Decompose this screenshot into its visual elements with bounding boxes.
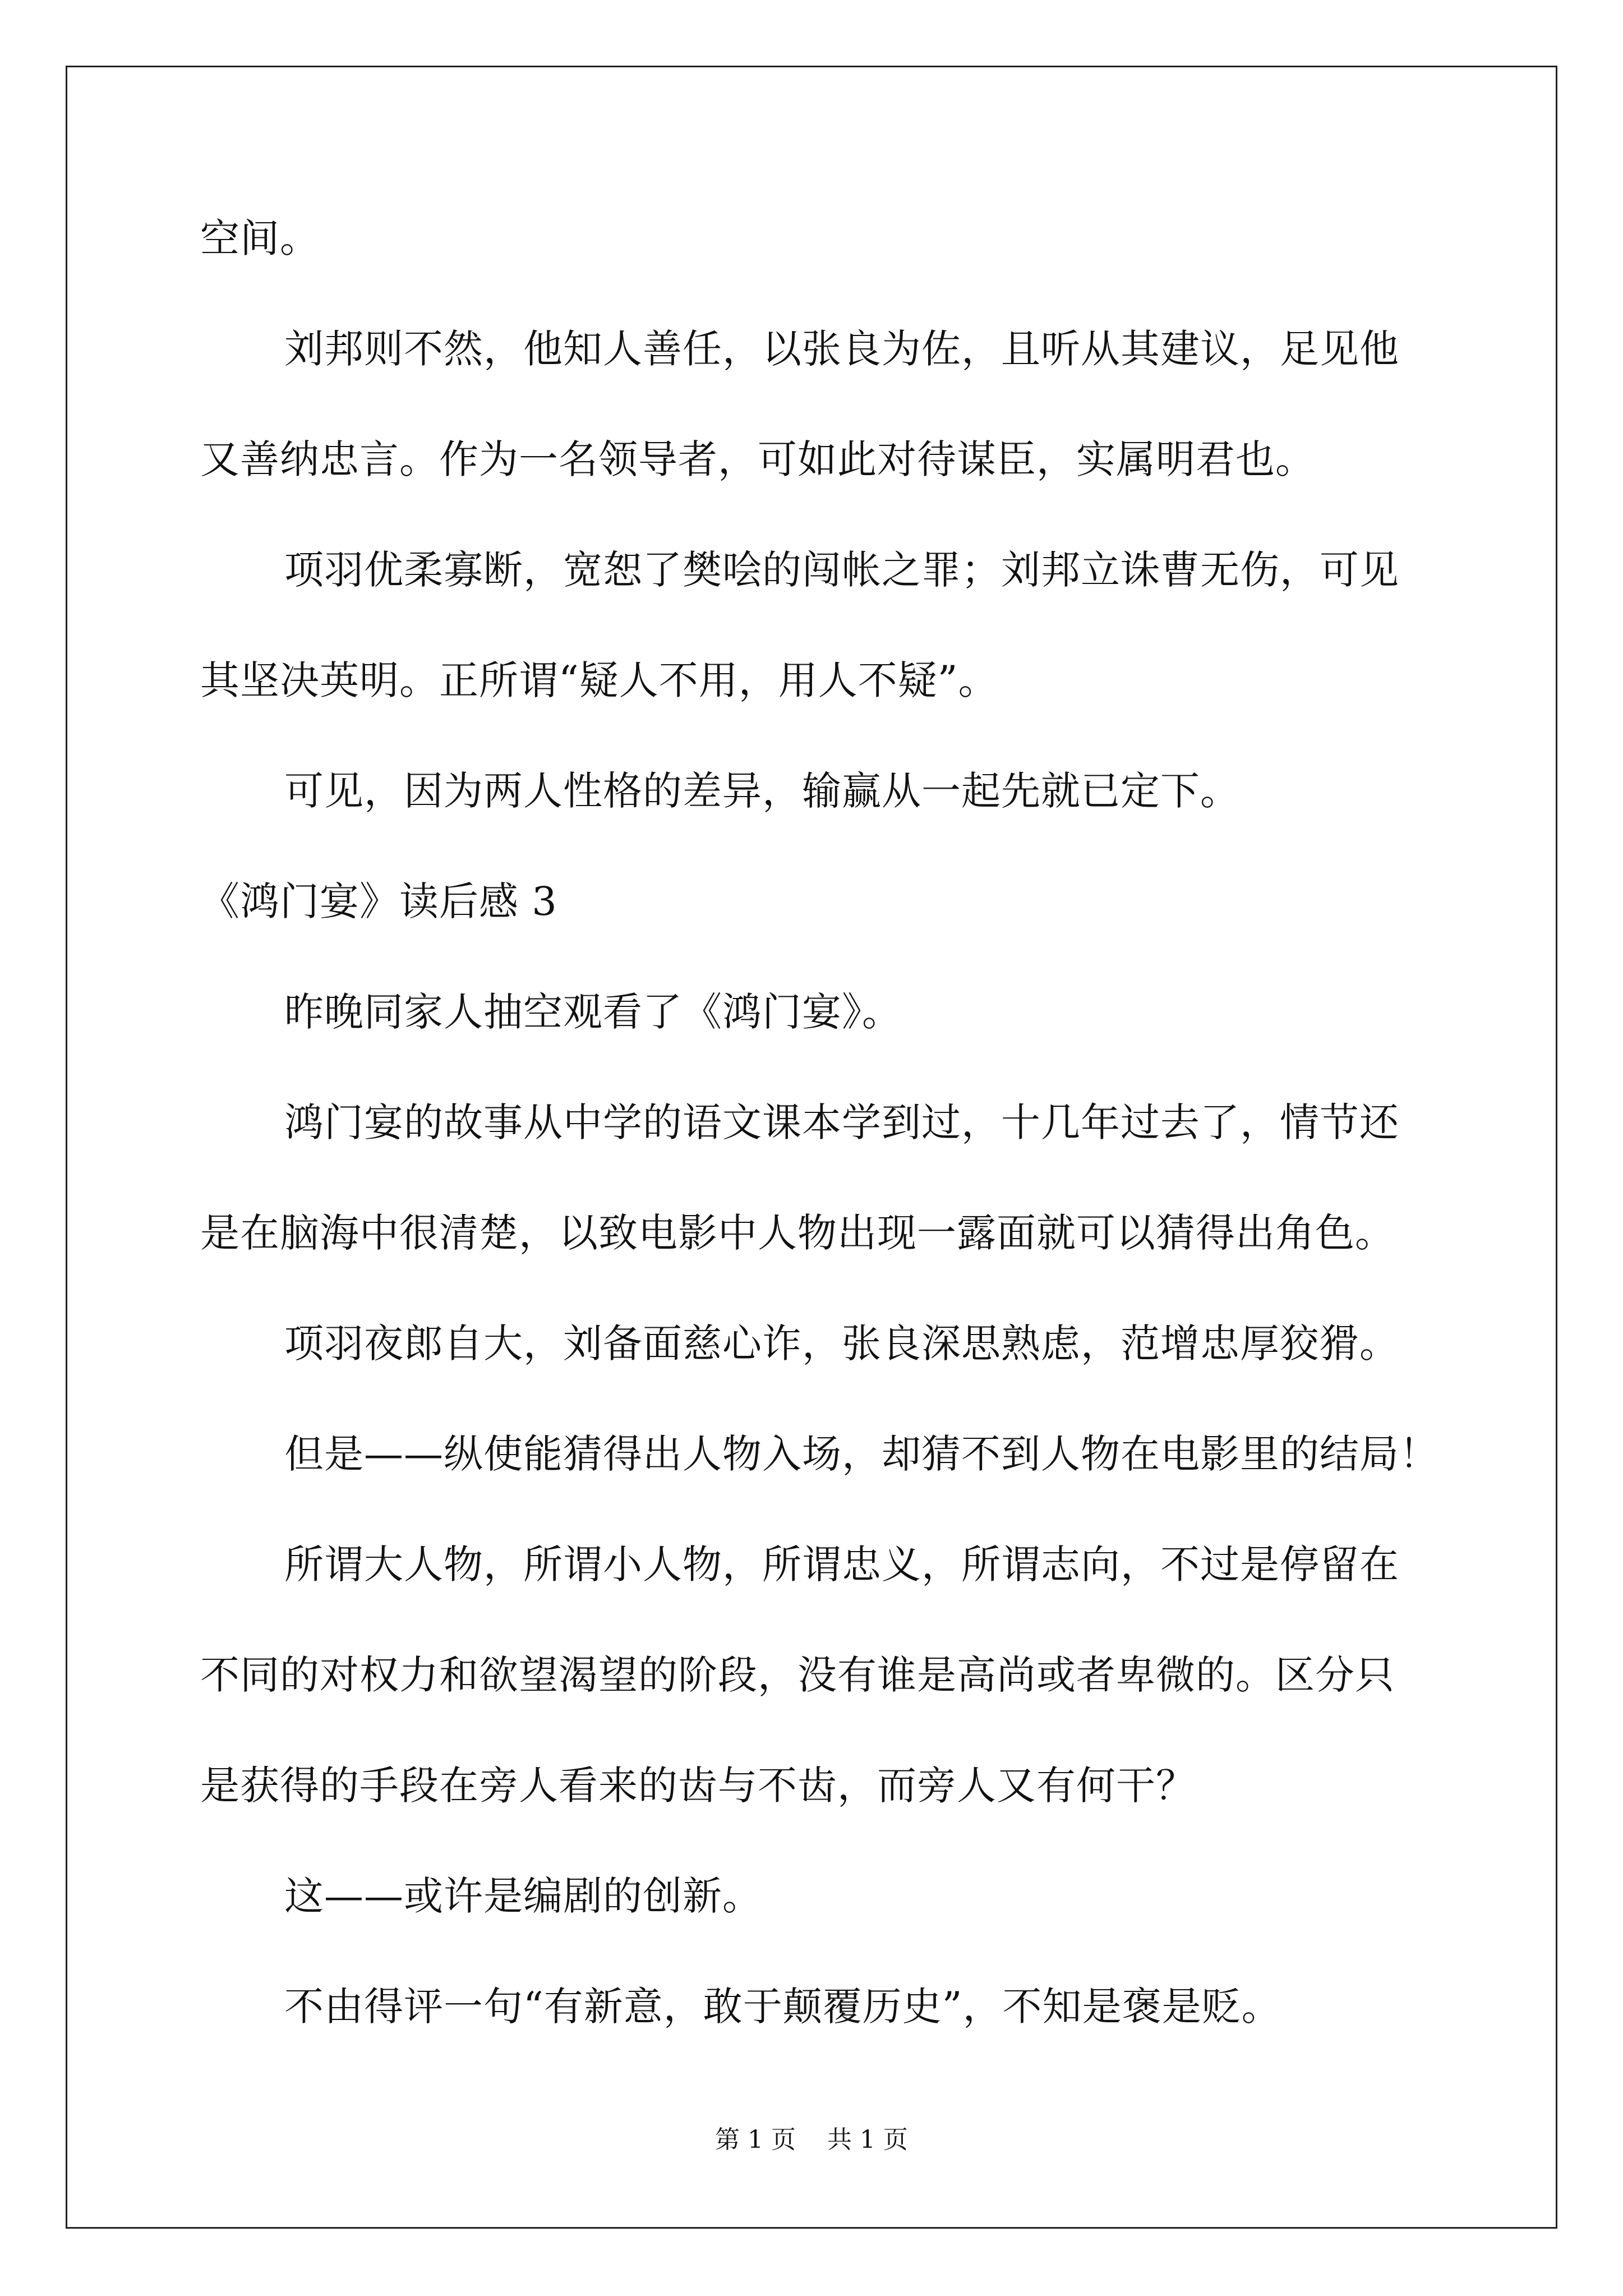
- paragraph-line: 所谓大人物，所谓小人物，所谓忠义，所谓志向，不过是停留在: [284, 1542, 1399, 1588]
- text-line: 是在脑海中很清楚，以致电影中人物出现一露面就可以猜得出角色。: [200, 1210, 1395, 1256]
- text-line: 空间。: [200, 215, 320, 261]
- paragraph-line: 项羽优柔寡断，宽恕了樊哙的闯帐之罪；刘邦立诛曹无伤，可见: [284, 547, 1399, 593]
- paragraph-line: 可见，因为两人性格的差异，输赢从一起先就已定下。: [284, 768, 1240, 814]
- paragraph-line: 但是——纵使能猜得出人物入场，却猜不到人物在电影里的结局！: [284, 1431, 1439, 1477]
- paragraph-line: 不由得评一句“有新意，敢于颠覆历史”，不知是褒是贬。: [284, 1984, 1281, 2030]
- paragraph-line: 项羽夜郎自大，刘备面慈心诈，张良深思熟虑，范增忠厚狡猾。: [284, 1320, 1399, 1366]
- text-line: 是获得的手段在旁人看来的齿与不齿，而旁人又有何干？: [200, 1763, 1196, 1809]
- text-line: 又善纳忠言。作为一名领导者，可如此对待谋臣，实属明君也。: [200, 436, 1315, 482]
- section-heading: 《鸿门宴》读后感 3: [200, 878, 557, 924]
- page-footer: 第 1 页 共 1 页: [715, 2125, 908, 2154]
- paragraph-line: 昨晚同家人抽空观看了《鸿门宴》。: [284, 989, 902, 1035]
- paragraph-line: 刘邦则不然，他知人善任，以张良为佐，且听从其建议，足见他: [284, 326, 1399, 372]
- text-line: 不同的对权力和欲望渴望的阶段，没有谁是高尚或者卑微的。区分只: [200, 1652, 1395, 1698]
- paragraph-line: 鸿门宴的故事从中学的语文课本学到过，十几年过去了，情节还: [284, 1099, 1399, 1145]
- text-line: 其坚决英明。正所谓“疑人不用，用人不疑”。: [200, 657, 998, 703]
- paragraph-line: 这——或许是编剧的创新。: [284, 1873, 762, 1919]
